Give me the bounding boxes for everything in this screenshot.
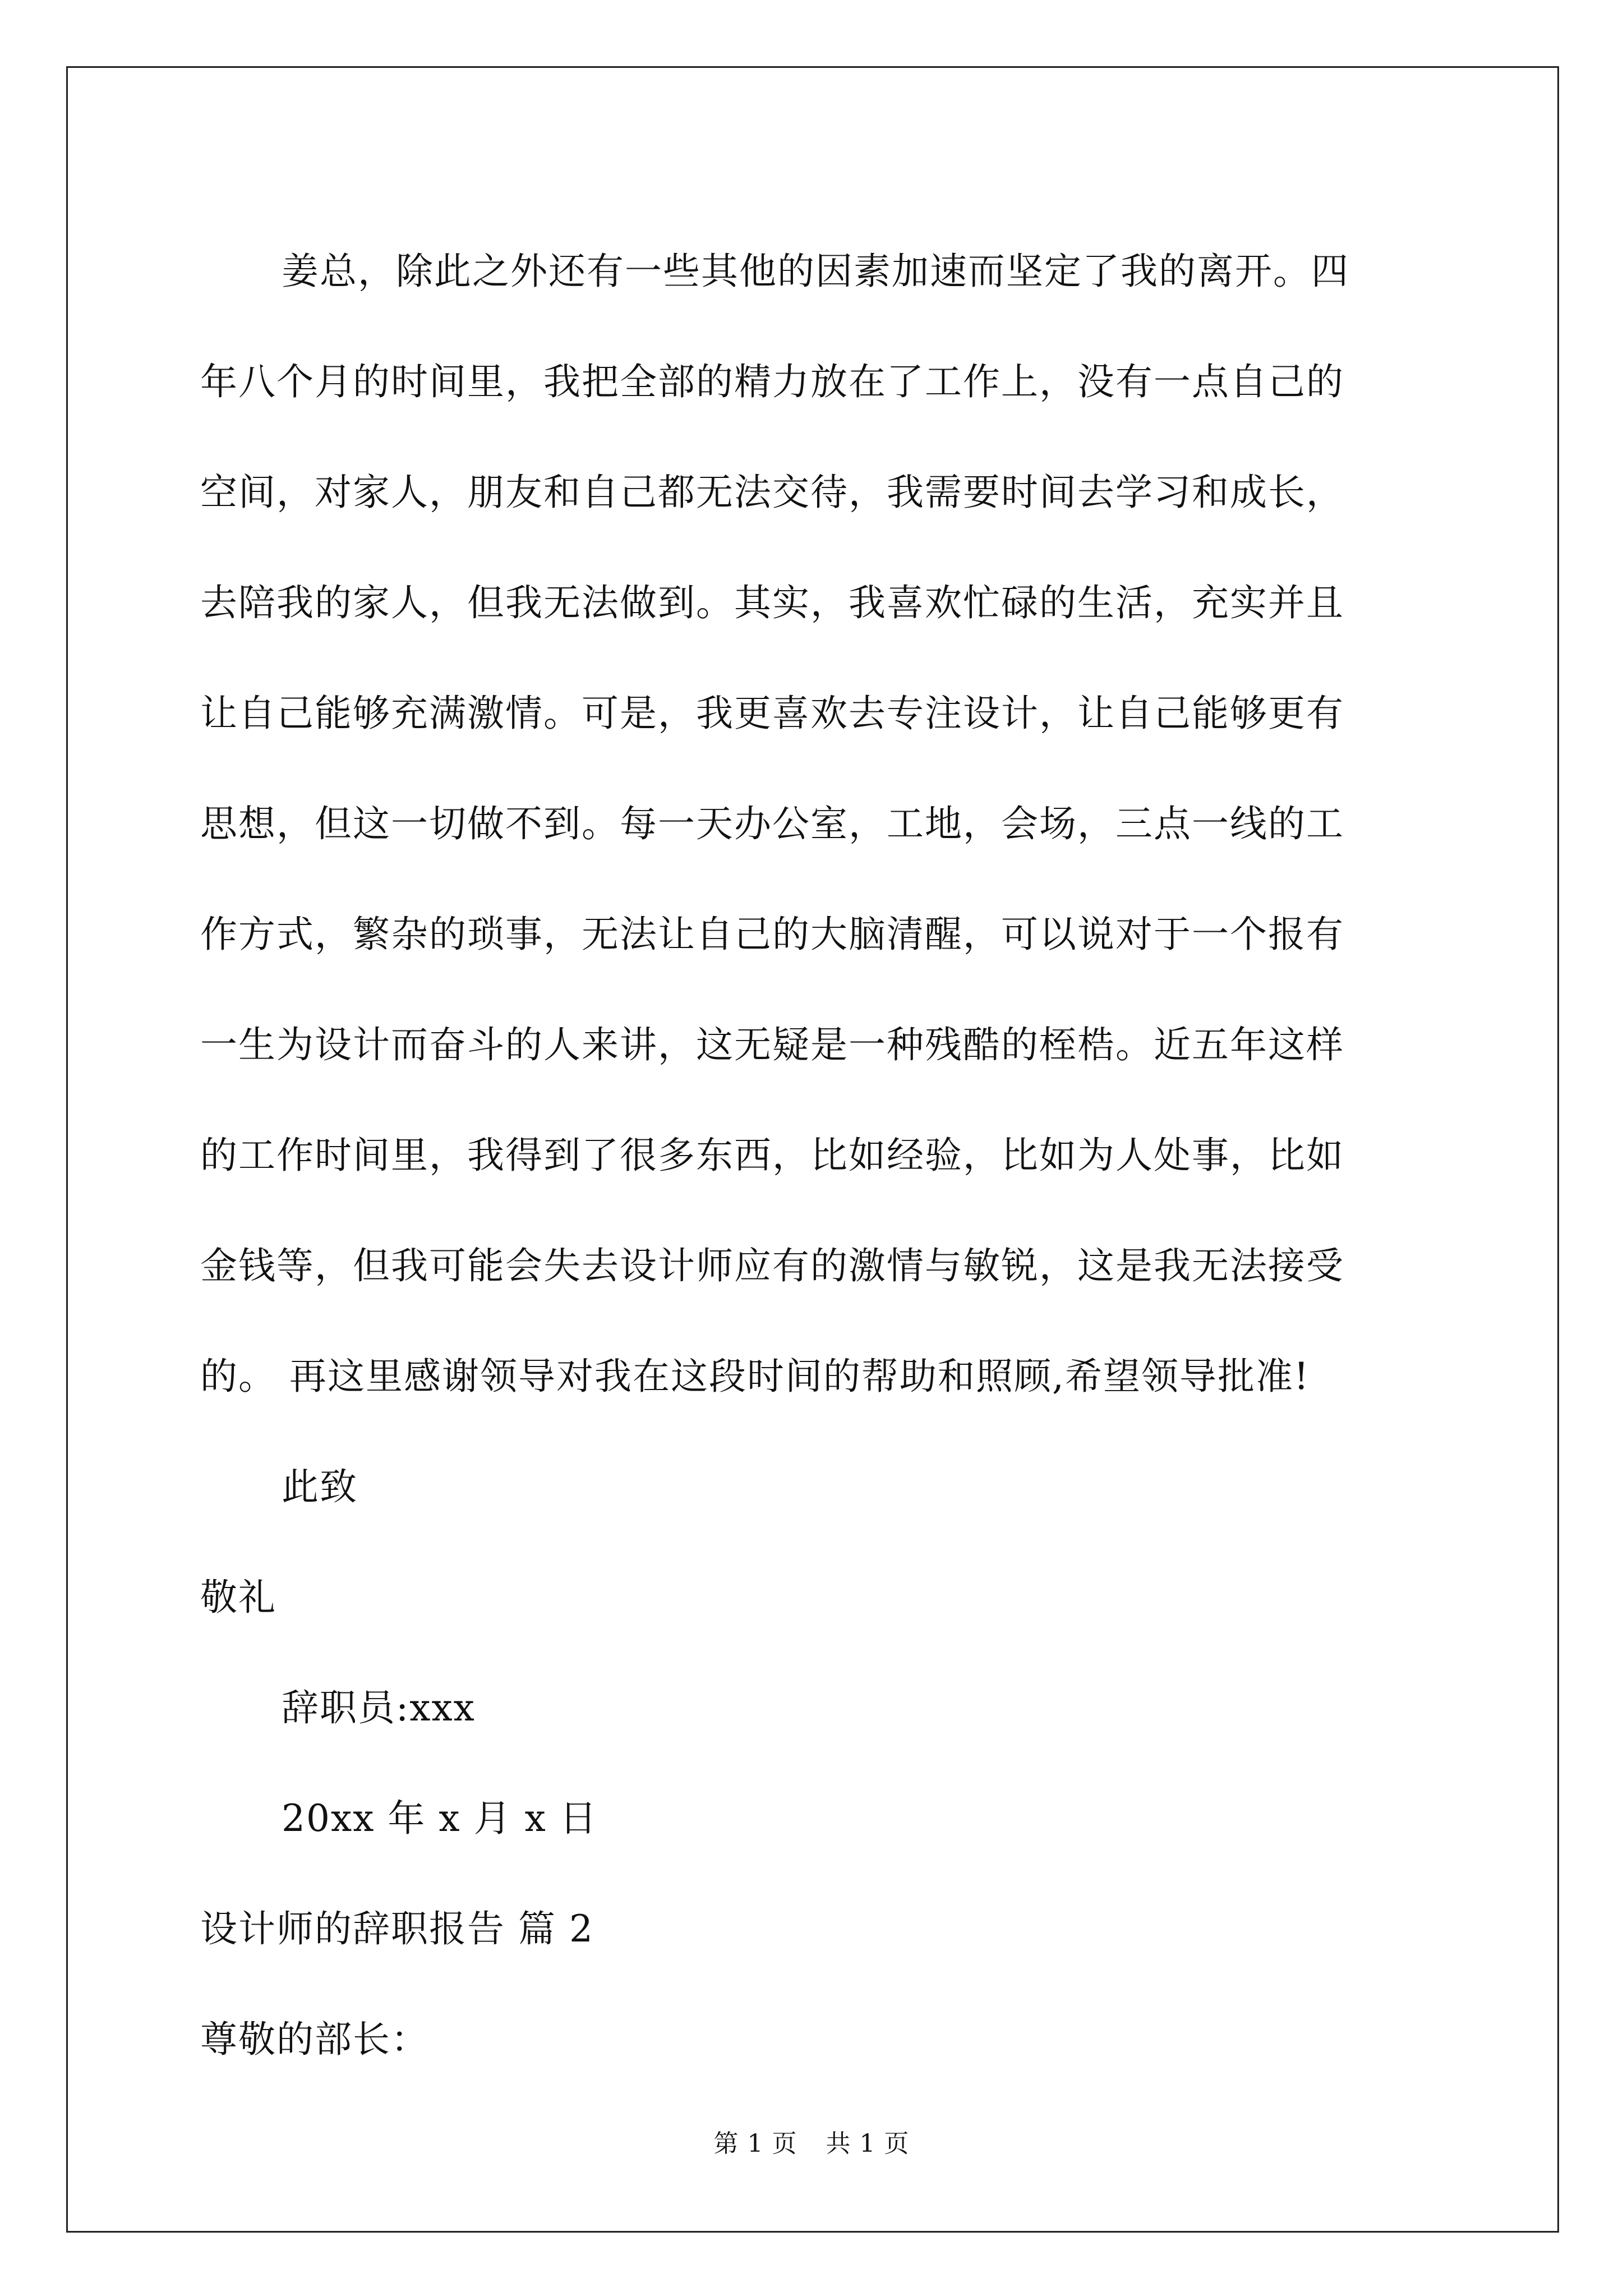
body-line-3: 空间，对家人，朋友和自己都无法交待，我需要时间去学习和成长， — [200, 471, 1344, 514]
salute-text: 敬礼 — [200, 1576, 276, 1619]
body-line-5: 让自己能够充满激情。可是，我更喜欢去专注设计，让自己能够更有 — [200, 692, 1344, 735]
body-line-10: 金钱等，但我可能会失去设计师应有的激情与敏锐，这是我无法接受 — [200, 1244, 1344, 1287]
body-line-1: 姜总，除此之外还有一些其他的因素加速而坚定了我的离开。四 — [282, 250, 1349, 293]
date-text: 20xx 年 x 月 x 日 — [282, 1797, 598, 1840]
section-title: 设计师的辞职报告 篇 2 — [200, 1907, 594, 1950]
page-count: 共 1 页 — [826, 2129, 910, 2158]
greeting-text: 尊敬的部长： — [200, 2018, 429, 2061]
body-line-9: 的工作时间里，我得到了很多东西，比如经验，比如为人处事，比如 — [200, 1134, 1344, 1177]
document-body — [200, 216, 1423, 2095]
body-line-6: 思想，但这一切做不到。每一天办公室，工地，会场，三点一线的工 — [200, 802, 1344, 845]
body-line-7: 作方式，繁杂的琐事，无法让自己的大脑清醒，可以说对于一个报有 — [200, 913, 1344, 956]
body-line-11: 的。 再这里感谢领导对我在这段时间的帮助和照顾,希望领导批准! — [200, 1355, 1310, 1398]
body-line-4: 去陪我的家人，但我无法做到。其实，我喜欢忙碌的生活，充实并且 — [200, 581, 1344, 624]
closing-text: 此致 — [282, 1465, 358, 1508]
page-number: 第 1 页 — [713, 2129, 797, 2158]
signature-text: 辞职员:xxx — [282, 1686, 476, 1729]
body-line-2: 年八个月的时间里，我把全部的精力放在了工作上，没有一点自己的 — [200, 360, 1344, 403]
page-footer — [0, 2123, 1623, 2159]
body-line-8: 一生为设计而奋斗的人来讲，这无疑是一种残酷的桎梏。近五年这样 — [200, 1023, 1344, 1066]
